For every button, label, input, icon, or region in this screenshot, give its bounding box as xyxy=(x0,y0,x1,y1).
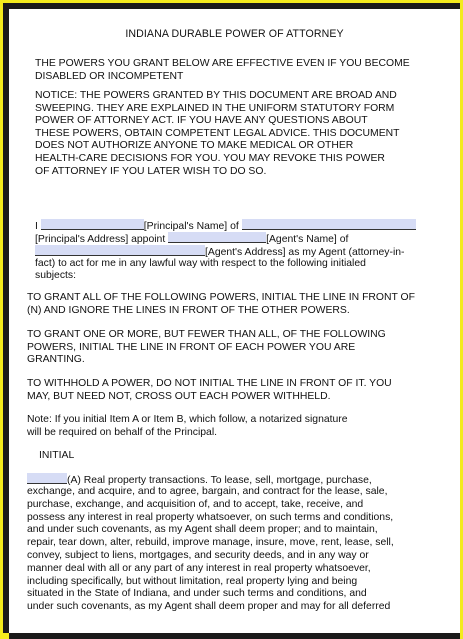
agent-address-label: [Agent's Address] as my Agent (attorney-in- xyxy=(205,247,405,258)
item-a-body: exchange, and acquire, and to agree, bargain, and contract for the lease, sale, purchase, exchange, and acquisition of, and to accept, take, receive, and possess any interest in real property whatsoever, on such terms and conditions, and under such covenants, as my Agent shall deem proper; and to maintain, repair, tear down, alter, rebuild, improve manage, insure, move, rent, lease, sell, convey, subject to liens, mortgages, and security deeds, and in any way or manner deal with all or any part of any interest in real property whatsoever, including specifically, but without limitation, real property lying and being situated in the State of Indiana, and under such terms and conditions, and under such covenants, as my Agent shall deem proper and may for all deferred xyxy=(27,486,394,613)
form-line-5: subjects: xyxy=(35,270,77,281)
notice-paragraph: NOTICE: THE POWERS GRANTED BY THIS DOCUMENT ARE BROAD AND SWEEPING. THEY ARE EXPLAINED IN THE UNIFORM STATUTORY FORM POWER OF ATTORNEY ACT. IF YOU HAVE ANY QUESTIONS ABOUT THESE POWERS, OBTAIN COMPETENT LEGAL ADVICE. THIS DOCUMENT DOES NOT AUTHORIZE ANYONE TO MAKE MEDICAL OR OTHER HEALTH-CARE DECISIONS FOR YOU. YOU MAY REVOKE THIS POWER OF ATTORNEY IF YOU LATER WISH TO DO SO. xyxy=(35,90,400,177)
grant-some-paragraph: TO GRANT ONE OR MORE, BUT FEWER THAN ALL, OF THE FOLLOWING POWERS, INITIAL THE LINE IN FRONT OF EACH POWER YOU ARE GRANTING. xyxy=(27,329,386,366)
item-a-heading: (A) Real property transactions. To lease, sell, mortgage, purchase, xyxy=(67,475,372,486)
grant-all-paragraph: TO GRANT ALL OF THE FOLLOWING POWERS, INITIAL THE LINE IN FRONT OF (N) AND IGNORE THE LINES IN FRONT OF THE OTHER POWERS. xyxy=(27,292,415,316)
intro-paragraph: THE POWERS YOU GRANT BELOW ARE EFFECTIVE EVEN IF YOU BECOME DISABLED OR INCOMPETENT xyxy=(35,58,410,82)
principal-name-field[interactable] xyxy=(41,219,144,230)
agent-name-label: [Agent's Name] of xyxy=(266,234,349,245)
bottom-border xyxy=(9,633,460,639)
note-paragraph: Note: If you initial Item A or Item B, which follow, a notarized signature will be required on behalf of the Principal. xyxy=(27,414,348,438)
document-page xyxy=(9,9,460,639)
page-frame xyxy=(3,3,460,633)
agent-address-field[interactable] xyxy=(35,245,205,256)
document-title: INDIANA DURABLE POWER OF ATTORNEY xyxy=(125,28,344,40)
form-line-4: fact) to act for me in any lawful way with respect to the following initialed xyxy=(35,258,366,269)
principal-address-field[interactable] xyxy=(242,219,416,230)
principal-name-label: [Principal's Name] of xyxy=(143,221,239,232)
i-label: I xyxy=(35,221,38,232)
withhold-paragraph: TO WITHHOLD A POWER, DO NOT INITIAL THE LINE IN FRONT OF IT. YOU MAY, BUT NEED NOT, CROSS OUT EACH POWER WITHHELD. xyxy=(27,378,392,402)
initial-heading: INITIAL xyxy=(39,450,75,461)
agent-name-field[interactable] xyxy=(168,232,266,243)
principal-address-label: [Principal's Address] appoint xyxy=(35,234,166,245)
item-a-initial-field[interactable] xyxy=(27,473,67,484)
